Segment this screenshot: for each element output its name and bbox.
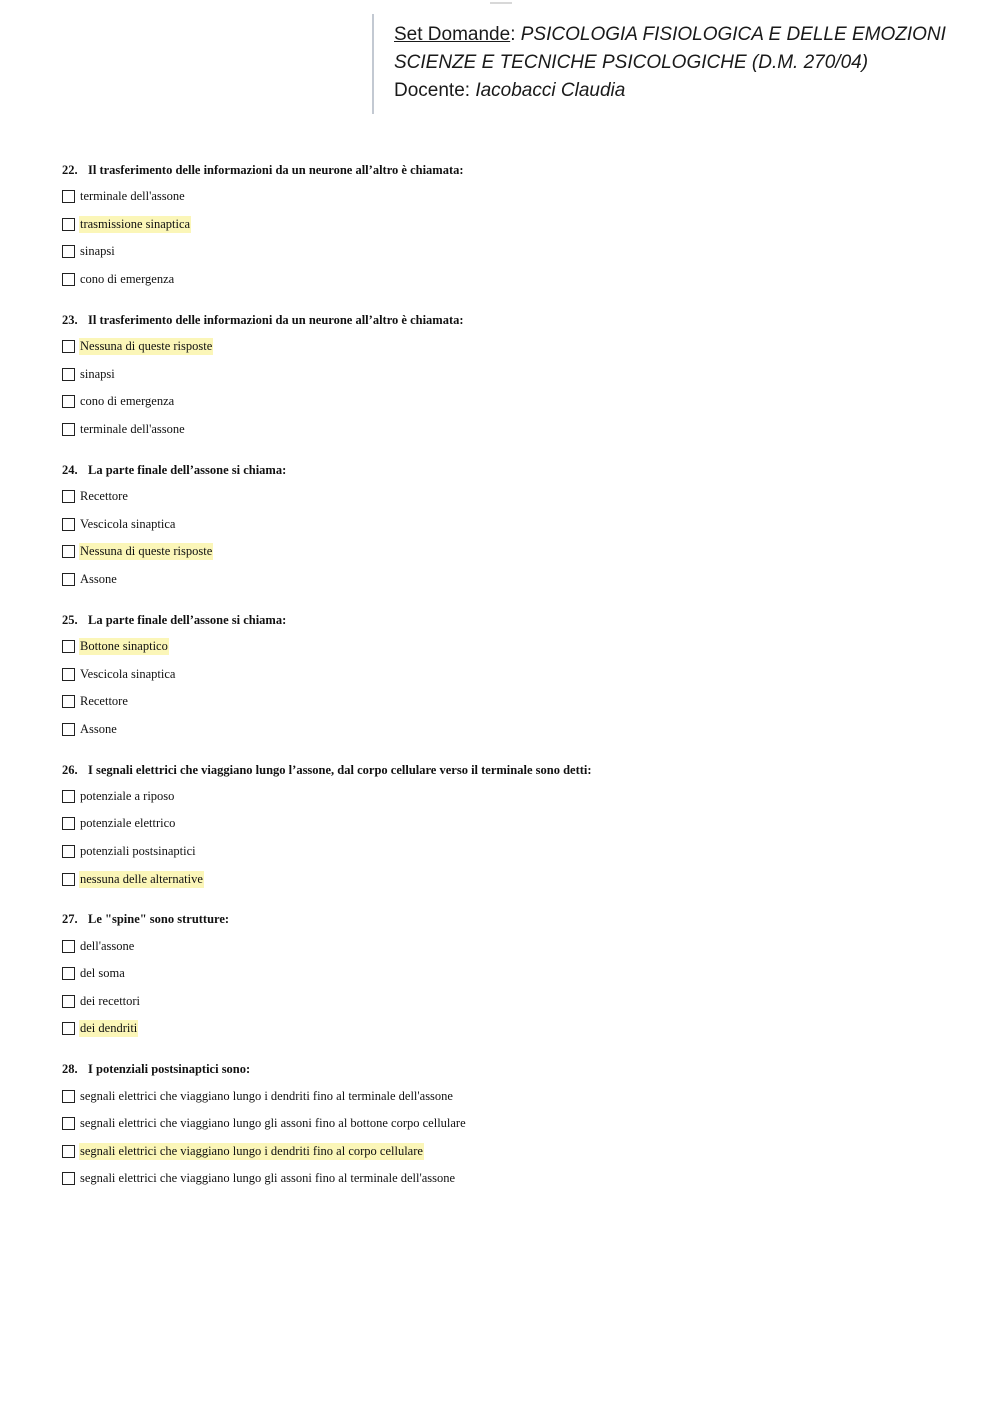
question-text: Il trasferimento delle informazioni da un neurone all’altro è chiamata: — [88, 163, 464, 177]
question-number: 22. — [62, 163, 78, 177]
answer-label: sinapsi — [80, 244, 115, 259]
question-title — [62, 1056, 962, 1082]
answer-label: Recettore — [80, 489, 128, 504]
checkbox-icon[interactable] — [62, 873, 75, 886]
checkbox-icon[interactable] — [62, 1145, 75, 1158]
subject-title: PSICOLOGIA FISIOLOGICA E DELLE EMOZIONI — [520, 24, 946, 45]
answer-label: segnali elettrici che viaggiano lungo gli assoni fino al terminale dell'assone — [80, 1171, 456, 1186]
question-block — [62, 906, 962, 1042]
answer-option[interactable] — [62, 388, 962, 416]
checkbox-icon[interactable] — [62, 545, 75, 558]
checkbox-icon[interactable] — [62, 273, 75, 286]
answer-option[interactable] — [62, 266, 962, 294]
answer-option[interactable] — [62, 211, 962, 239]
answer-option[interactable] — [62, 810, 962, 838]
answer-option[interactable] — [62, 688, 962, 716]
answer-option[interactable] — [62, 960, 962, 988]
checkbox-icon[interactable] — [62, 190, 75, 203]
answer-option[interactable] — [62, 416, 962, 444]
highlighted-answer-label: dei dendriti — [80, 1021, 138, 1036]
checkbox-icon[interactable] — [62, 1172, 75, 1185]
question-title — [62, 607, 962, 633]
set-separator: : — [510, 24, 521, 45]
question-title — [62, 757, 962, 783]
answer-label: Assone — [80, 571, 117, 586]
answer-option[interactable] — [62, 360, 962, 388]
checkbox-icon[interactable] — [62, 995, 75, 1008]
highlighted-answer-label: nessuna delle alternative — [80, 871, 203, 886]
question-number: 27. — [62, 912, 78, 927]
question-block — [62, 607, 962, 743]
answer-label: segnali elettrici che viaggiano lungo gli assoni fino al bottone corpo cellulare — [80, 1116, 466, 1131]
question-block — [62, 157, 962, 293]
question-title — [62, 157, 962, 183]
answer-option[interactable] — [62, 715, 962, 743]
checkbox-icon[interactable] — [62, 218, 75, 231]
document-header — [372, 14, 972, 114]
highlighted-answer-label: Nessuna di queste risposte — [80, 339, 213, 354]
checkbox-icon[interactable] — [62, 845, 75, 858]
checkbox-icon[interactable] — [62, 940, 75, 953]
answer-label: dei recettori — [80, 993, 141, 1008]
answer-option[interactable] — [62, 633, 962, 661]
checkbox-icon[interactable] — [62, 967, 75, 980]
answer-option[interactable] — [62, 1110, 962, 1138]
answer-label: potenziale a riposo — [80, 788, 175, 803]
teacher-label: Docente: — [394, 80, 476, 101]
checkbox-icon[interactable] — [62, 490, 75, 503]
question-text: I potenziali postsinaptici sono: — [88, 1062, 251, 1077]
checkbox-icon[interactable] — [62, 573, 75, 586]
answer-label: potenziale elettrico — [80, 816, 176, 831]
course-title: SCIENZE E TECNICHE PSICOLOGICHE (D.M. 270/04) — [394, 52, 869, 73]
answer-option[interactable] — [62, 566, 962, 594]
answer-label: cono di emergenza — [80, 394, 175, 409]
checkbox-icon[interactable] — [62, 423, 75, 436]
question-number: 23. — [62, 312, 78, 327]
checkbox-icon[interactable] — [62, 245, 75, 258]
question-text: I segnali elettrici che viaggiano lungo l’assone, dal corpo cellulare verso il terminale sono detti: — [88, 762, 592, 777]
answer-option[interactable] — [62, 1165, 962, 1193]
question-text: La parte finale dell’assone si chiama: — [88, 612, 287, 627]
question-text: La parte finale dell’assone si chiama: — [88, 462, 287, 477]
answer-label: del soma — [80, 966, 125, 981]
answer-option[interactable] — [62, 1082, 962, 1110]
question-text: Il trasferimento delle informazioni da un neurone all’altro è chiamata: — [88, 312, 464, 327]
answer-option[interactable] — [62, 1015, 962, 1043]
answer-option[interactable] — [62, 932, 962, 960]
checkbox-icon[interactable] — [62, 340, 75, 353]
question-title — [62, 307, 962, 333]
answer-option[interactable] — [62, 660, 962, 688]
answer-label: terminale dell'assone — [80, 421, 185, 436]
set-label: Set Domande — [394, 24, 511, 45]
checkbox-icon[interactable] — [62, 723, 75, 736]
answer-label: terminale dell'assone — [80, 189, 185, 204]
header-teacher-line — [394, 77, 972, 105]
question-list — [62, 157, 962, 1206]
answer-option[interactable] — [62, 510, 962, 538]
answer-label: cono di emergenza — [80, 272, 175, 287]
highlighted-answer-label: Bottone sinaptico — [80, 638, 168, 653]
question-block — [62, 1056, 962, 1192]
question-title — [62, 457, 962, 483]
highlighted-answer-label: trasmissione sinaptica — [80, 216, 191, 231]
answer-option[interactable] — [62, 783, 962, 811]
answer-label: sinapsi — [80, 366, 115, 381]
checkbox-icon[interactable] — [62, 1022, 75, 1035]
teacher-name: Iacobacci Claudia — [475, 80, 626, 101]
answer-option[interactable] — [62, 1137, 962, 1165]
question-block — [62, 457, 962, 593]
answer-option[interactable] — [62, 865, 962, 893]
checkbox-icon[interactable] — [62, 368, 75, 381]
answer-option[interactable] — [62, 988, 962, 1016]
question-number: 26. — [62, 762, 78, 777]
checkbox-icon[interactable] — [62, 640, 75, 653]
page-top-mark — [490, 2, 512, 4]
highlighted-answer-label: Nessuna di queste risposte — [80, 544, 213, 559]
answer-label: Vescicola sinaptica — [80, 666, 176, 681]
question-text: Le "spine" sono strutture: — [88, 912, 230, 927]
question-block — [62, 757, 962, 893]
answer-label: Recettore — [80, 694, 128, 709]
question-block — [62, 307, 962, 443]
question-number: 25. — [62, 612, 78, 627]
header-set-line — [394, 21, 972, 49]
answer-option[interactable] — [62, 838, 962, 866]
checkbox-icon[interactable] — [62, 695, 75, 708]
answer-label: potenziali postsinaptici — [80, 843, 196, 858]
answer-option[interactable] — [62, 238, 962, 266]
question-number: 28. — [62, 1062, 78, 1077]
question-number: 24. — [62, 462, 78, 477]
question-title — [62, 906, 962, 932]
answer-label: Assone — [80, 721, 117, 736]
answer-option[interactable] — [62, 538, 962, 566]
checkbox-icon[interactable] — [62, 817, 75, 830]
checkbox-icon[interactable] — [62, 790, 75, 803]
answer-option[interactable] — [62, 483, 962, 511]
answer-label: Vescicola sinaptica — [80, 516, 176, 531]
checkbox-icon[interactable] — [62, 1090, 75, 1103]
checkbox-icon[interactable] — [62, 668, 75, 681]
checkbox-icon[interactable] — [62, 518, 75, 531]
checkbox-icon[interactable] — [62, 1117, 75, 1130]
answer-label: dell'assone — [80, 938, 135, 953]
answer-option[interactable] — [62, 333, 962, 361]
answer-option[interactable] — [62, 183, 962, 211]
checkbox-icon[interactable] — [62, 395, 75, 408]
answer-label: segnali elettrici che viaggiano lungo i dendriti fino al terminale dell'assone — [80, 1088, 453, 1103]
highlighted-answer-label: segnali elettrici che viaggiano lungo i dendriti fino al corpo cellulare — [80, 1143, 423, 1158]
